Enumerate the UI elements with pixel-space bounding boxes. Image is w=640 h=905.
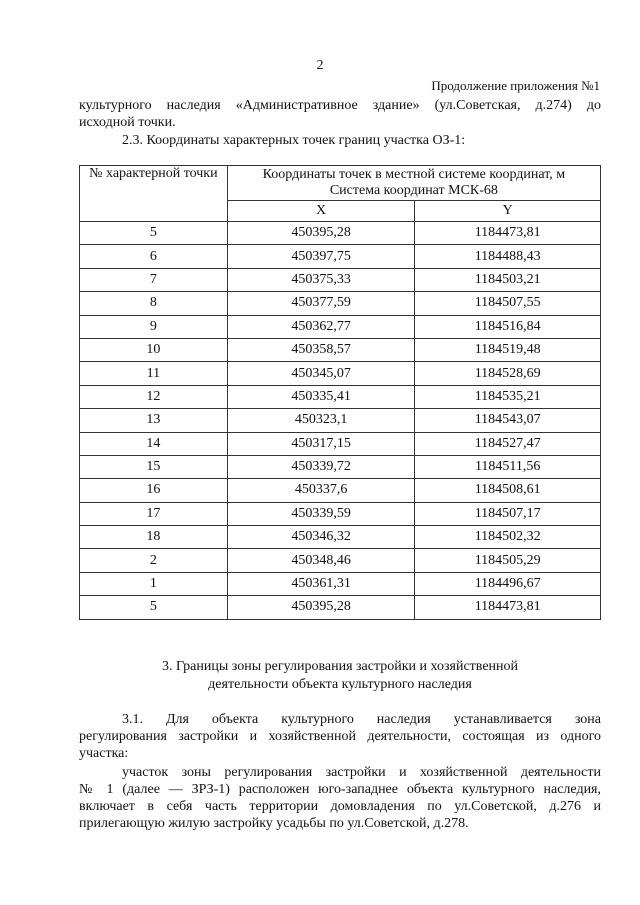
- para1-line1: 3.1. Для объекта культурного наследия устанавливается зона: [122, 712, 601, 727]
- cell-x: 450361,31: [227, 572, 415, 595]
- cell-y: 1184507,17: [415, 502, 601, 525]
- cell-point: 5: [80, 222, 228, 245]
- table-row: [80, 315, 601, 338]
- cell-point: 5: [80, 596, 228, 619]
- cell-point: 18: [80, 526, 228, 549]
- cell-y: 1184502,32: [415, 526, 601, 549]
- cell-x: 450339,72: [227, 455, 415, 478]
- cell-x: 450362,77: [227, 315, 415, 338]
- cell-y: 1184519,48: [415, 338, 601, 361]
- table-row: [80, 245, 601, 268]
- cell-x: 450348,46: [227, 549, 415, 572]
- cell-x: 450397,75: [227, 245, 415, 268]
- cell-y: 1184505,29: [415, 549, 601, 572]
- cell-point: 8: [80, 292, 228, 315]
- para2-line4: прилегающую жилую застройку усадьбы по ул.Советской, д.278.: [79, 816, 469, 831]
- section3-title-line2: деятельности объекта культурного наследия: [208, 677, 472, 692]
- cell-point: 1: [80, 572, 228, 595]
- cell-y: 1184516,84: [415, 315, 601, 338]
- appendix-label: Продолжение приложения №1: [431, 78, 600, 93]
- para2-line3: включает в себя часть территории домовладения по ул.Советской, д.276 и: [79, 799, 601, 814]
- cell-point: 14: [80, 432, 228, 455]
- col-header-y: Y: [415, 201, 601, 222]
- table-body: [80, 222, 601, 620]
- table-row: [80, 409, 601, 432]
- page-number: 2: [316, 58, 324, 73]
- cell-point: 7: [80, 268, 228, 291]
- cell-x: 450339,59: [227, 502, 415, 525]
- cell-x: 450395,28: [227, 222, 415, 245]
- cell-y: 1184511,56: [415, 455, 601, 478]
- cell-y: 1184527,47: [415, 432, 601, 455]
- cell-point: 16: [80, 479, 228, 502]
- table-row: [80, 338, 601, 361]
- para1-line3: участка:: [79, 746, 129, 761]
- cell-y: 1184528,69: [415, 362, 601, 385]
- cell-point: 11: [80, 362, 228, 385]
- section3-title-line1: 3. Границы зоны регулирования застройки и хозяйственной: [161, 659, 519, 674]
- table-row: [80, 385, 601, 408]
- cell-y: 1184473,81: [415, 596, 601, 619]
- table-row: [80, 526, 601, 549]
- table-row: [80, 479, 601, 502]
- cell-y: 1184507,55: [415, 292, 601, 315]
- cell-point: 10: [80, 338, 228, 361]
- cell-point: 15: [80, 455, 228, 478]
- col-header-point: № характерной точки: [80, 166, 228, 222]
- col-header-coords-line1: Координаты точек в местной системе координат, м: [262, 167, 566, 182]
- col-header-x: X: [227, 201, 415, 222]
- table-row: [80, 596, 601, 619]
- cell-x: 450346,32: [227, 526, 415, 549]
- cell-x: 450375,33: [227, 268, 415, 291]
- cell-y: 1184543,07: [415, 409, 601, 432]
- para1-line2: регулирования застройки и хозяйственной деятельности, состоящая из одного: [79, 729, 601, 744]
- table-row: [80, 292, 601, 315]
- para2-line1: участок зоны регулирования застройки и хозяйственной деятельности: [122, 765, 601, 780]
- cell-x: 450323,1: [227, 409, 415, 432]
- cell-point: 6: [80, 245, 228, 268]
- table-row: [80, 502, 601, 525]
- table-row: [80, 362, 601, 385]
- intro-line-2: исходной точки.: [79, 115, 176, 130]
- intro-line-1: культурного наследия «Административное здание» (ул.Советская, д.274) до: [79, 98, 601, 113]
- table-row: [80, 549, 601, 572]
- cell-y: 1184503,21: [415, 268, 601, 291]
- cell-point: 12: [80, 385, 228, 408]
- table-row: [80, 572, 601, 595]
- cell-x: 450395,28: [227, 596, 415, 619]
- para2-line2: № 1 (далее — ЗРЗ-1) расположен юго-западнее объекта культурного наследия,: [79, 782, 601, 797]
- table-row: [80, 432, 601, 455]
- cell-point: 2: [80, 549, 228, 572]
- cell-y: 1184508,61: [415, 479, 601, 502]
- table-row: [80, 268, 601, 291]
- cell-y: 1184496,67: [415, 572, 601, 595]
- cell-y: 1184535,21: [415, 385, 601, 408]
- cell-x: 450345,07: [227, 362, 415, 385]
- cell-point: 13: [80, 409, 228, 432]
- cell-x: 450358,57: [227, 338, 415, 361]
- cell-point: 17: [80, 502, 228, 525]
- cell-x: 450317,15: [227, 432, 415, 455]
- cell-x: 450335,41: [227, 385, 415, 408]
- table-row: [80, 455, 601, 478]
- coordinates-table: [79, 165, 601, 620]
- cell-x: 450337,6: [227, 479, 415, 502]
- col-header-coords-line2: Система координат МСК-68: [329, 183, 498, 198]
- col-header-coords: [227, 166, 600, 201]
- cell-y: 1184473,81: [415, 222, 601, 245]
- cell-point: 9: [80, 315, 228, 338]
- table-row: [80, 222, 601, 245]
- cell-y: 1184488,43: [415, 245, 601, 268]
- section-heading: 2.3. Координаты характерных точек границ участка ОЗ-1:: [122, 133, 466, 148]
- cell-x: 450377,59: [227, 292, 415, 315]
